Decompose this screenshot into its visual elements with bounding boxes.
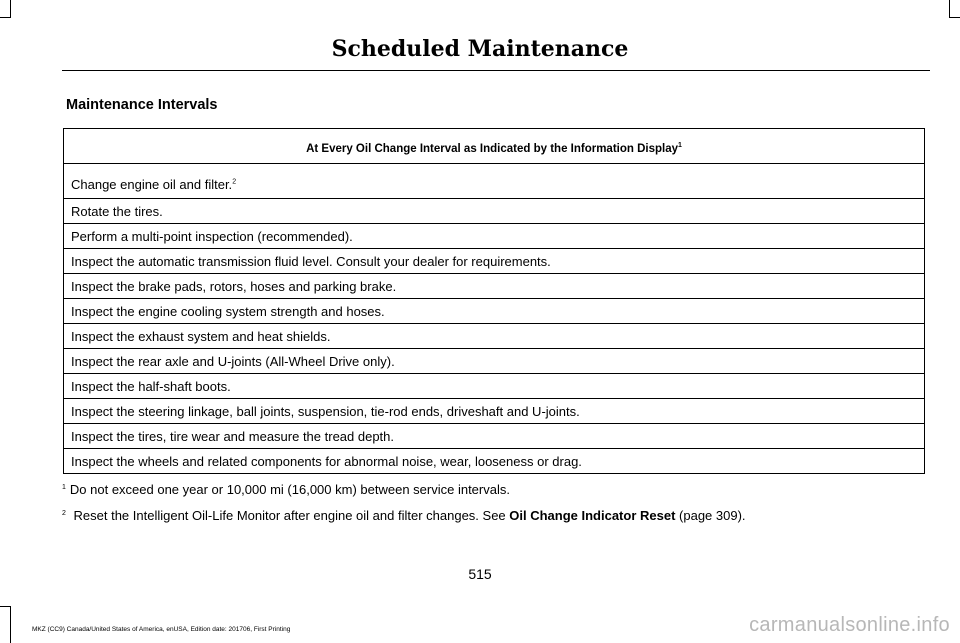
table-row — [64, 249, 925, 274]
table-cell: Inspect the engine cooling system strength and hoses. — [64, 299, 925, 324]
table-header-row — [64, 129, 925, 164]
page-number: 515 — [468, 566, 492, 582]
table-cell: Inspect the exhaust system and heat shields. — [64, 324, 925, 349]
table-header-text: At Every Oil Change Interval as Indicated by the Information Display — [306, 142, 679, 155]
table-row — [64, 399, 925, 424]
row-text: Change engine oil and filter. — [71, 176, 233, 192]
table-row — [64, 349, 925, 374]
table-cell — [64, 164, 925, 199]
edition-info: MKZ (CC9) Canada/United States of America, enUSA, Edition date: 201706, First Printing — [32, 626, 291, 633]
page-title: Scheduled Maintenance — [331, 36, 629, 62]
title-divider — [62, 70, 930, 71]
table-row — [64, 424, 925, 449]
crop-mark-top-right-v — [949, 0, 950, 18]
crop-mark-top-left-h — [0, 17, 11, 18]
footnote-2 — [62, 508, 746, 523]
table-cell: Perform a multi-point inspection (recommended). — [64, 224, 925, 249]
table-cell: Rotate the tires. — [64, 199, 925, 224]
footnote-ref-2: 2 — [232, 178, 237, 186]
table-row — [64, 299, 925, 324]
table-cell: Inspect the half-shaft boots. — [64, 374, 925, 399]
cross-reference-link[interactable]: Oil Change Indicator Reset — [509, 508, 676, 523]
crop-mark-bottom-left-v — [10, 606, 11, 643]
crop-mark-top-right-h — [949, 17, 960, 18]
footnote-number: 2 — [62, 509, 66, 517]
table-row — [64, 449, 925, 474]
section-heading: Maintenance Intervals — [66, 97, 218, 113]
crop-mark-top-left-v — [10, 0, 11, 18]
table-row — [64, 374, 925, 399]
table-cell: Inspect the steering linkage, ball joints, suspension, tie-rod ends, driveshaft and U-joints. — [64, 399, 925, 424]
footnote-ref-1: 1 — [678, 141, 682, 149]
table-row — [64, 164, 925, 199]
table-header-cell — [64, 129, 925, 164]
table-cell: Inspect the wheels and related components for abnormal noise, wear, looseness or drag. — [64, 449, 925, 474]
table-row — [64, 224, 925, 249]
table-cell: Inspect the automatic transmission fluid level. Consult your dealer for requirements. — [64, 249, 925, 274]
footnote-text: Reset the Intelligent Oil-Life Monitor after engine oil and filter changes. See — [69, 508, 510, 523]
table-cell: Inspect the rear axle and U-joints (All-Wheel Drive only). — [64, 349, 925, 374]
footnote-1 — [62, 482, 510, 497]
maintenance-table — [63, 128, 925, 474]
watermark: carmanualsonline.info — [749, 614, 950, 636]
footnote-number: 1 — [62, 483, 66, 491]
table-row — [64, 274, 925, 299]
table-cell: Inspect the tires, tire wear and measure the tread depth. — [64, 424, 925, 449]
crop-mark-bottom-left-h — [0, 606, 11, 607]
table-row — [64, 199, 925, 224]
table-cell: Inspect the brake pads, rotors, hoses and parking brake. — [64, 274, 925, 299]
table-row — [64, 324, 925, 349]
footnote-text: Do not exceed one year or 10,000 mi (16,000 km) between service intervals. — [69, 482, 510, 497]
footnote-page-ref: (page 309). — [675, 508, 746, 523]
